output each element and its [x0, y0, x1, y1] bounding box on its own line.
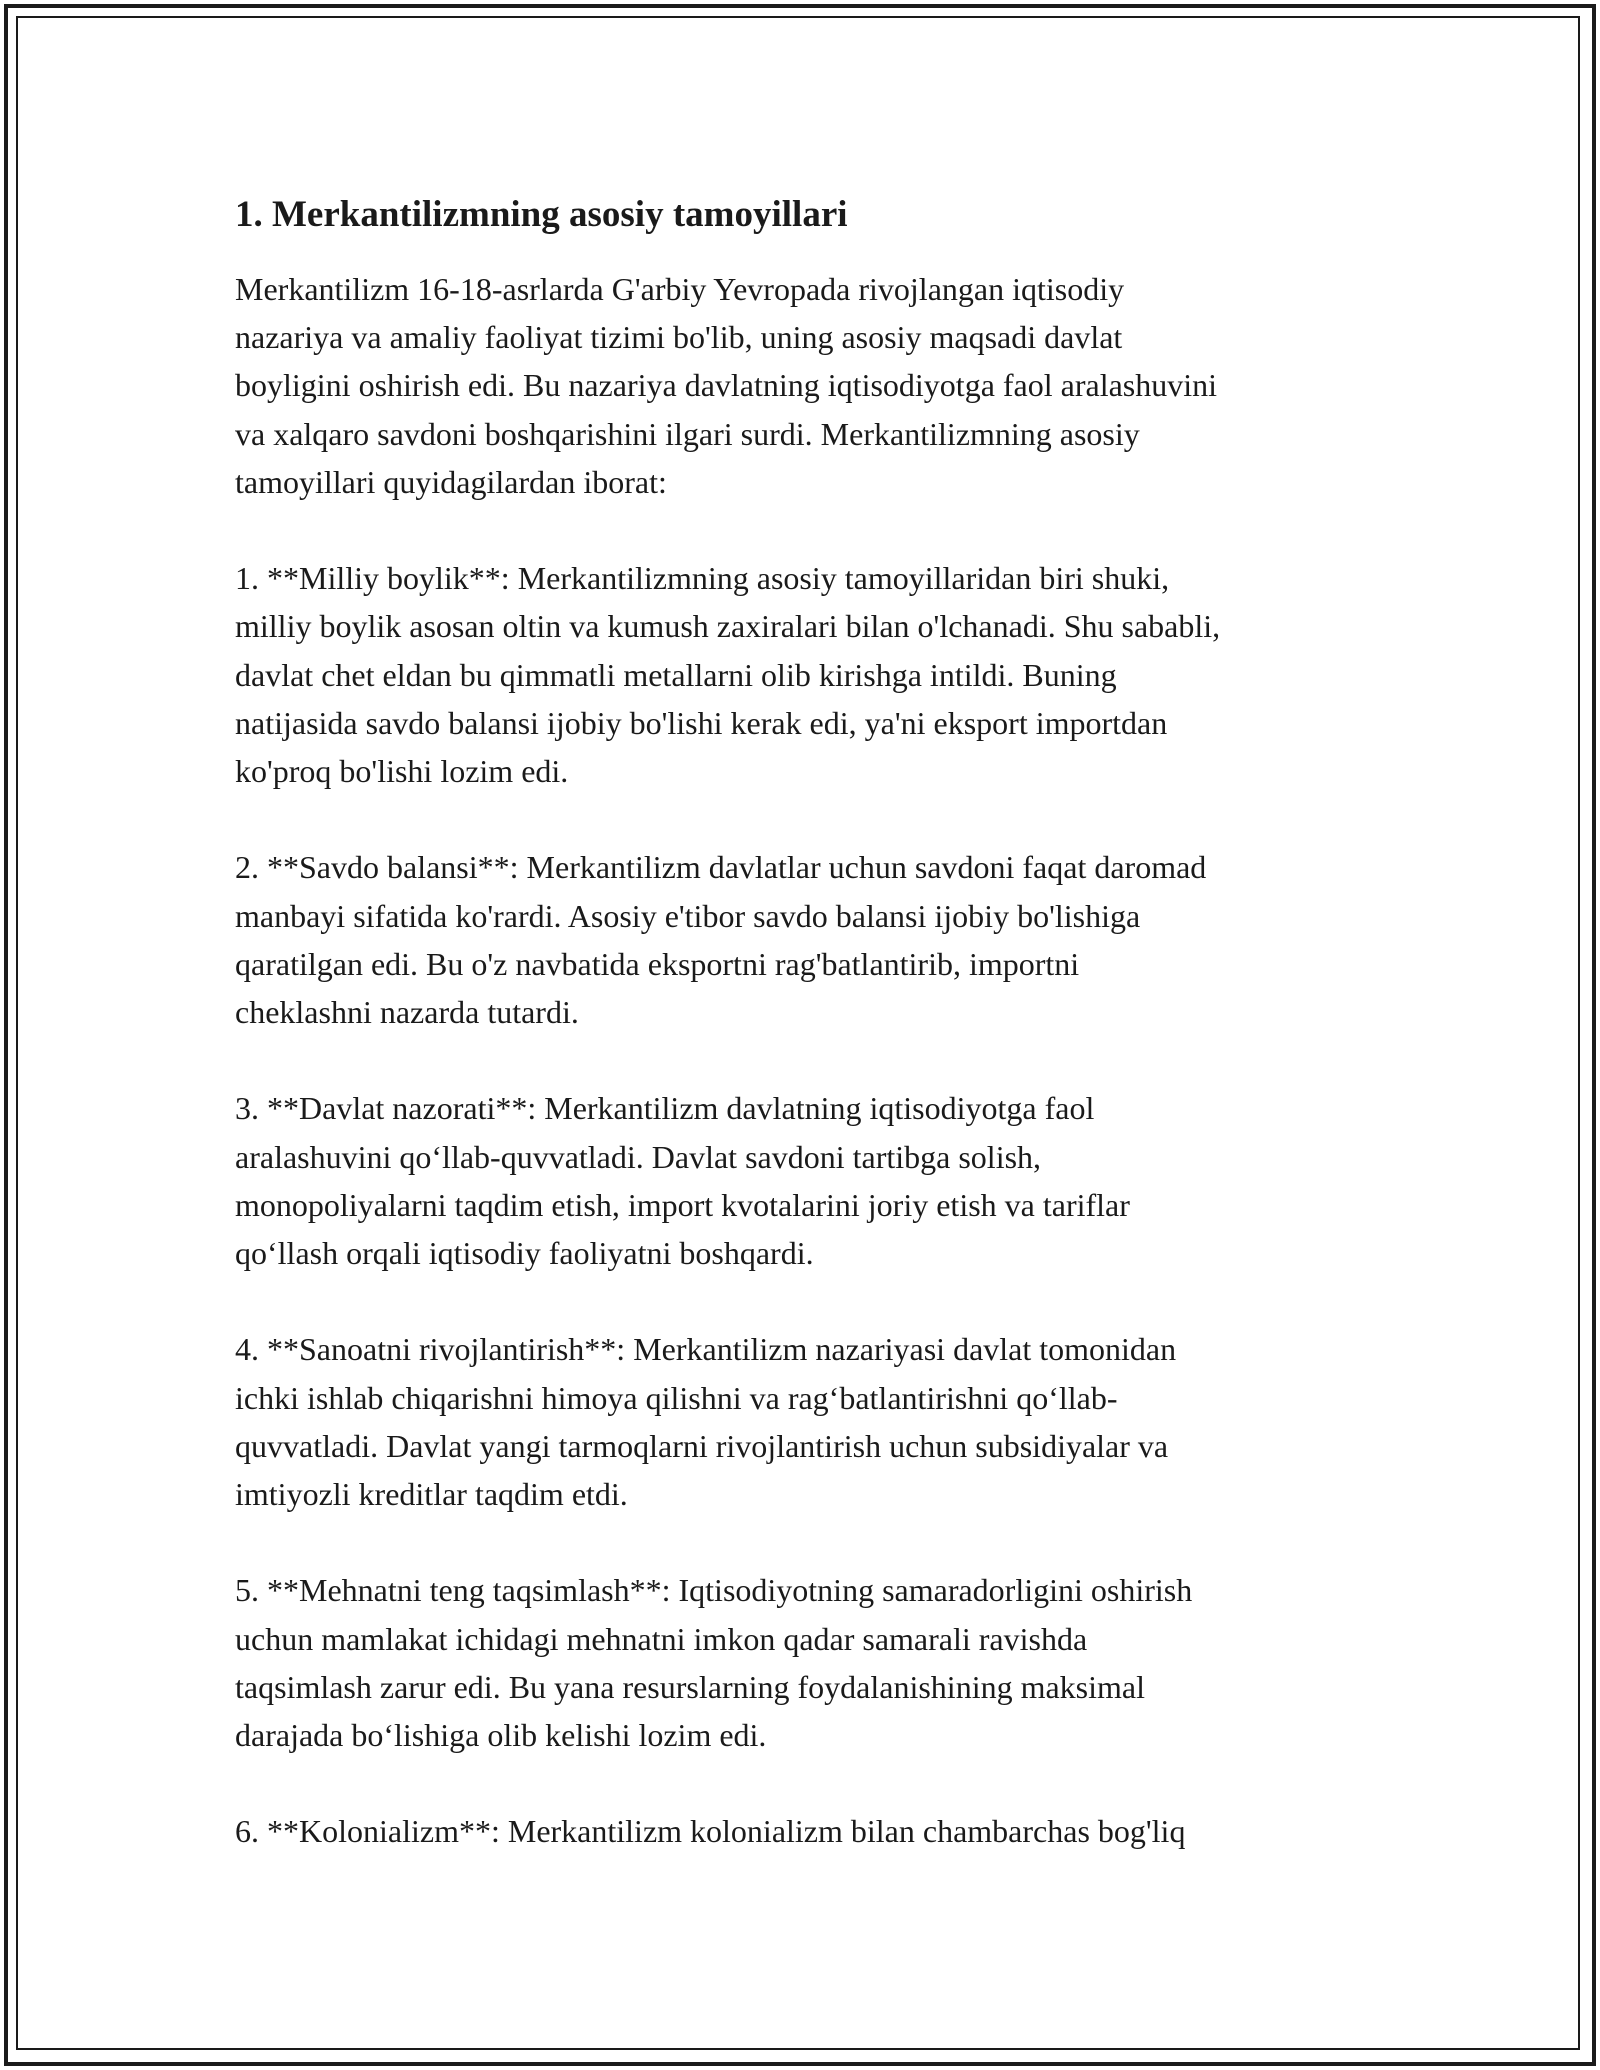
text-line: 4. **Sanoatni rivojlantirish**: Merkantilizm nazariyasi davlat tomonidan: [235, 1331, 1177, 1368]
text-line: monopoliyalarni taqdim etish, import kvotalarini joriy etish va tariflar: [235, 1186, 1130, 1223]
text-line: qaratilgan edi. Bu o'z navbatida eksportni rag'batlantirib, importni: [235, 945, 1080, 982]
list-item-mehnatni-teng-taqsimlash: [235, 1566, 1375, 1759]
text-line: 1. **Milliy boylik**: Merkantilizmning asosiy tamoyillaridan biri shuki,: [235, 560, 1170, 597]
text-line: taqsimlash zarur edi. Bu yana resurslarning foydalanishining maksimal: [235, 1668, 1145, 1705]
list-item-milliy-boylik: [235, 554, 1375, 795]
text-line: boyligini oshirish edi. Bu nazariya davlatning iqtisodiyotga faol aralashuvini: [235, 367, 1218, 404]
text-line: nazariya va amaliy faoliyat tizimi bo'lib, uning asosiy maqsadi davlat: [235, 319, 1123, 356]
text-line: ichki ishlab chiqarishni himoya qilishni va rag‘batlantirishni qo‘llab-: [235, 1379, 1118, 1416]
text-line: aralashuvini qo‘llab-quvvatladi. Davlat savdoni tartibga solish,: [235, 1138, 1042, 1175]
text-line: cheklashni nazarda tutardi.: [235, 994, 579, 1031]
text-line: qo‘llash orqali iqtisodiy faoliyatni boshqardi.: [235, 1235, 814, 1272]
text-line: imtiyozli kreditlar taqdim etdi.: [235, 1476, 628, 1513]
list-item-kolonializm: [235, 1807, 1375, 1855]
text-line: natijasida savdo balansi ijobiy bo'lishi kerak edi, ya'ni eksport importdan: [235, 704, 1168, 741]
section-heading: 1. Merkantilizmning asosiy tamoyillari: [235, 194, 848, 235]
document-body: [235, 185, 1375, 1856]
list-item-davlat-nazorati: [235, 1084, 1375, 1277]
text-line: tamoyillari quyidagilardan iborat:: [235, 463, 667, 500]
list-item-sanoatni-rivojlantirish: [235, 1325, 1375, 1518]
text-line: darajada bo‘lishiga olib kelishi lozim edi.: [235, 1717, 767, 1754]
text-line: quvvatladi. Davlat yangi tarmoqlarni rivojlantirish uchun subsidiyalar va: [235, 1427, 1169, 1464]
list-item-savdo-balansi: [235, 843, 1375, 1036]
text-line: davlat chet eldan bu qimmatli metallarni olib kirishga intildi. Buning: [235, 656, 1117, 693]
text-line: Merkantilizm 16-18-asrlarda G'arbiy Yevropada rivojlangan iqtisodiy: [235, 271, 1125, 307]
text-line: manbayi sifatida ko'rardi. Asosiy e'tibor savdo balansi ijobiy bo'lishiga: [235, 897, 1141, 934]
intro-paragraph: [235, 265, 1375, 506]
text-line: 6. **Kolonializm**: Merkantilizm kolonializm bilan chambarchas bog'liq: [235, 1813, 1186, 1850]
paragraph-gap: [235, 1036, 1375, 1084]
paragraph-gap: [235, 506, 1375, 554]
text-line: milliy boylik asosan oltin va kumush zaxiralari bilan o'lchanadi. Shu sababli,: [235, 608, 1221, 645]
text-line: va xalqaro savdoni boshqarishini ilgari surdi. Merkantilizmning asosiy: [235, 415, 1140, 452]
text-line: ko'proq bo'lishi lozim edi.: [235, 753, 569, 790]
text-line: 5. **Mehnatni teng taqsimlash**: Iqtisodiyotning samaradorligini oshirish: [235, 1572, 1193, 1609]
paragraph-gap: [235, 1277, 1375, 1325]
paragraph-gap: [235, 1518, 1375, 1566]
paragraph-gap: [235, 795, 1375, 843]
text-line: 2. **Savdo balansi**: Merkantilizm davlatlar uchun savdoni faqat daromad: [235, 849, 1207, 886]
text-line: 3. **Davlat nazorati**: Merkantilizm davlatning iqtisodiyotga faol: [235, 1090, 1095, 1127]
paragraph-gap: [235, 1759, 1375, 1807]
text-line: uchun mamlakat ichidagi mehnatni imkon qadar samarali ravishda: [235, 1620, 1088, 1657]
